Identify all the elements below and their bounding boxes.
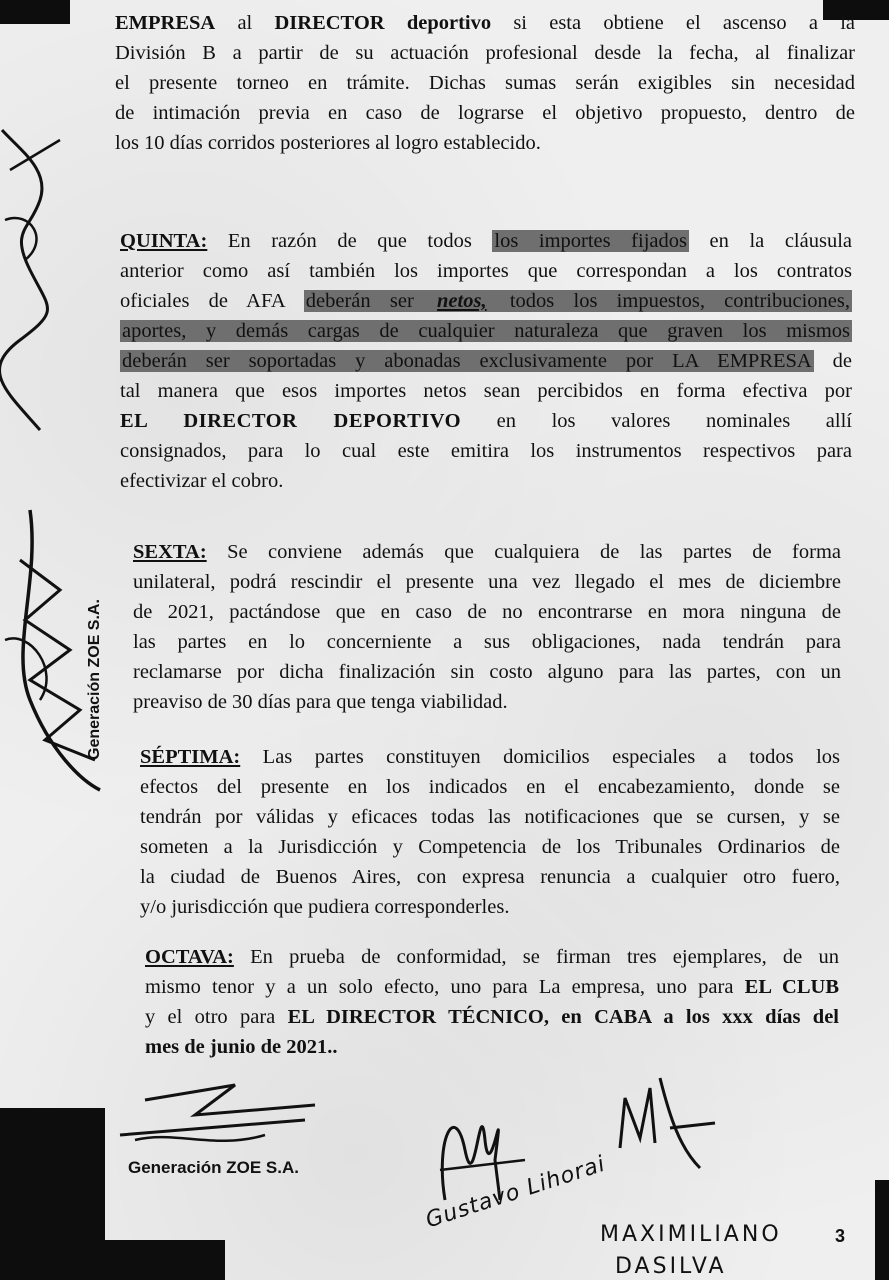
handwritten-name-1: Gustavo Lihorai	[422, 1151, 609, 1234]
vertical-company-stamp: Generación ZOE S.A.	[86, 599, 103, 760]
text-bold: EL CLUB	[744, 976, 839, 998]
clause-sexta	[133, 537, 841, 717]
text-line: anterior como así también los importes que correspondan a los contratos	[120, 260, 852, 282]
clause-heading: SEXTA:	[133, 541, 207, 563]
clause-heading: SÉPTIMA:	[140, 746, 241, 768]
text-line: preaviso de 30 días para que tenga viabilidad.	[133, 691, 508, 713]
scan-artifact-bottom-right	[875, 1180, 889, 1280]
text: deportivo	[384, 12, 492, 34]
highlight: aportes, y demás cargas de cualquier naturaleza que graven los mismos	[122, 320, 850, 342]
text-line: efectos del presente en los indicados en el encabezamiento, donde se	[140, 776, 840, 798]
page-number: 3	[834, 1226, 845, 1246]
text-line: unilateral, podrá rescindir el presente una vez llegado el mes de diciembre	[133, 571, 841, 593]
signature-maximiliano	[610, 1068, 720, 1178]
text: EMPRESA	[115, 12, 216, 34]
clause-octava	[145, 942, 839, 1062]
text: Se conviene además que cualquiera de las partes de forma	[206, 541, 841, 563]
handwritten-name-2b: DASILVA	[615, 1254, 727, 1279]
text-bold: en CABA a los xxx días del	[548, 1006, 839, 1028]
text-line: consignados, para lo cual este emitira los instrumentos respectivos para	[120, 440, 852, 462]
text-bold: EL DIRECTOR TÉCNICO,	[287, 1006, 549, 1028]
text-bold: EL DIRECTOR DEPORTIVO	[120, 410, 462, 432]
text-line: y/o jurisdicción que pudiera corresponderles.	[140, 896, 510, 918]
text-line: someten a la Jurisdicción y Competencia de los Tribunales Ordinarios de	[140, 836, 840, 858]
scan-artifact-bottom-left	[0, 1108, 105, 1280]
text-line: efectivizar el cobro.	[120, 470, 284, 492]
highlight: deberán ser	[305, 290, 434, 312]
text: En razón de que todos	[207, 230, 493, 252]
text-line: mes de junio de 2021..	[145, 1036, 338, 1058]
text-line: los 10 días corridos posteriores al logro establecido.	[115, 132, 541, 154]
text-line: tendrán por válidas y eficaces todas las notificaciones que se cursen, y se	[140, 806, 840, 828]
handwritten-name-2a: MAXIMILIANO	[600, 1222, 782, 1247]
text-line: División B a partir de su actuación profesional desde la fecha, al finalizar	[115, 42, 855, 64]
clause-heading: OCTAVA:	[145, 946, 234, 968]
text: y el otro para	[145, 1006, 288, 1028]
text-line: de 2021, pactándose que en caso de no encontrarse en mora ninguna de	[133, 601, 841, 623]
text: DIRECTOR	[274, 12, 385, 34]
text: en los valores nominales allí	[461, 410, 852, 432]
company-signature-label: Generación ZOE S.A.	[128, 1158, 299, 1177]
clause-quinta	[120, 226, 852, 496]
text: de	[813, 350, 852, 372]
scan-artifact-top-left	[0, 0, 70, 24]
text-line: de intimación previa en caso de lograrse el objetivo propuesto, dentro de	[115, 102, 855, 124]
text-line: tal manera que esos importes netos sean percibidos en forma efectiva por	[120, 380, 852, 402]
text: si esta obtiene el ascenso a la	[491, 12, 855, 34]
clause-septima	[140, 742, 840, 922]
text-line: las partes en lo concerniente a sus obligaciones, nada tendrán para	[133, 631, 841, 653]
text: oficiales de AFA	[120, 290, 304, 312]
text-line: el presente torneo en trámite. Dichas sumas serán exigibles sin necesidad	[115, 72, 855, 94]
text: Las partes constituyen domicilios especiales a todos los	[240, 746, 840, 768]
text: en la cláusula	[688, 230, 852, 252]
highlight: deberán ser soportadas y abonadas exclusivamente por LA EMPRESA	[122, 350, 812, 372]
highlight: los importes fijados	[494, 230, 687, 252]
margin-signature-top	[0, 110, 70, 450]
highlight-italic: netos,	[437, 290, 487, 312]
text-line: reclamarse por dicha finalización sin costo alguno para las partes, con un	[133, 661, 841, 683]
scan-artifact-bottom-left-2	[105, 1240, 225, 1280]
paragraph-continuation	[115, 8, 855, 158]
text-line: la ciudad de Buenos Aires, con expresa renuncia a cualquier otro fuero,	[140, 866, 840, 888]
clause-heading: QUINTA:	[120, 230, 208, 252]
company-signature	[115, 1080, 315, 1160]
text: al	[215, 12, 275, 34]
text: En prueba de conformidad, se firman tres ejemplares, de un	[233, 946, 839, 968]
text: mismo tenor y a un solo efecto, uno para La empresa, uno para	[145, 976, 745, 998]
highlight: todos los impuestos, contribuciones,	[490, 290, 850, 312]
